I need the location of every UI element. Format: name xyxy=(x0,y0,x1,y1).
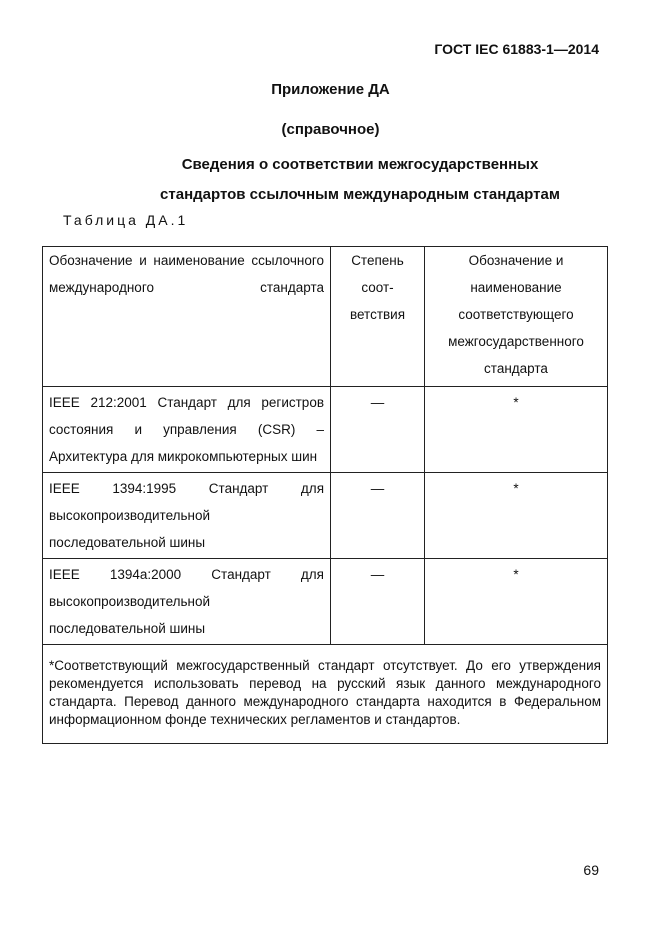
annex-heading-line-1: Сведения о соответствии межгосударственных xyxy=(181,156,539,173)
header-interstate-line: стандарта xyxy=(484,361,548,376)
table-row xyxy=(43,387,608,473)
header-interstate-line: Обозначение и xyxy=(468,253,564,268)
header-cell-interstate xyxy=(425,247,608,387)
table-label: Таблица ДА.1 xyxy=(63,212,189,228)
cell-interstate: * xyxy=(425,473,608,559)
cell-interstate: * xyxy=(425,559,608,645)
document-code: ГОСТ IEC 61883-1—2014 xyxy=(434,41,599,57)
cell-degree: — xyxy=(331,559,425,645)
page-number: 69 xyxy=(583,862,599,878)
annex-title: Приложение ДА xyxy=(271,81,390,98)
header-interstate-line: соответствующего xyxy=(458,307,574,322)
correspondence-table xyxy=(42,246,608,744)
cell-interstate: * xyxy=(425,387,608,473)
header-interstate-line: межгосударственного xyxy=(448,334,584,349)
cell-standard: IEEE 212:2001 Стандарт для регистров состояния и управления (CSR) – Архитектура для микрокомпьютерных шин xyxy=(43,387,331,473)
cell-standard: IEEE 1394:1995 Стандарт для высокопроизводительной последовательной шины xyxy=(43,473,331,559)
annex-type: (справочное) xyxy=(281,121,380,138)
cell-degree: — xyxy=(331,387,425,473)
header-degree-line: соот- xyxy=(361,280,394,295)
header-cell-standard: Обозначение и наименование ссылочного международного стандарта xyxy=(43,247,331,387)
annex-heading-line-2: стандартов ссылочным международным стандартам xyxy=(160,186,560,203)
cell-degree: — xyxy=(331,473,425,559)
table-footnote-row xyxy=(43,645,608,744)
table-row xyxy=(43,559,608,645)
annex-heading xyxy=(60,150,660,210)
cell-standard: IEEE 1394a:2000 Стандарт для высокопроизводительной последовательной шины xyxy=(43,559,331,645)
header-degree-line: Степень xyxy=(351,253,404,268)
header-cell-degree xyxy=(331,247,425,387)
table-header-row xyxy=(43,247,608,387)
header-degree-line: ветствия xyxy=(349,307,406,322)
table-footnote: *Соответствующий межгосударственный стандарт отсутствует. До его утверждения рекомендуется использовать перевод на русский язык данного международного стандарта. Перевод данного международного стандарта находится в Федеральном информационном фонде технических регламентов и стандартов. xyxy=(43,645,608,744)
header-interstate-line: наименование xyxy=(470,280,562,295)
table-row xyxy=(43,473,608,559)
